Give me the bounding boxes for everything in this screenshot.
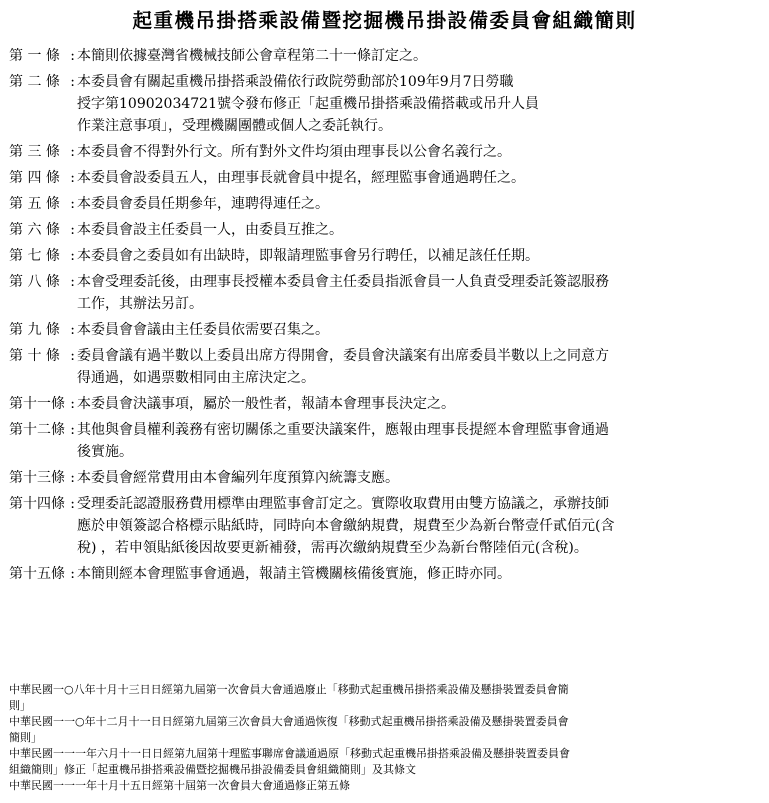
article-text-line: 本會受理委託後，由理事長授權本委員會主任委員指派會員一人負責受理委託簽認服務 — [77, 274, 609, 290]
article-colon: : — [70, 396, 75, 412]
article-text — [77, 71, 764, 137]
article-number: 第 三 條 — [9, 144, 60, 160]
article-text-line: 其他與會員權利義務有密切關係之重要決議案件，應報由理事長提經本會理監事會通過 — [77, 422, 609, 438]
article-number: 第十二條 — [9, 422, 65, 438]
amendment-history — [9, 682, 764, 794]
article-text — [77, 219, 764, 241]
article-colon: : — [70, 48, 75, 64]
article-number: 第 九 條 — [9, 322, 60, 338]
article-text — [77, 141, 764, 163]
article-text-line: 本委員會之委員如有出缺時，即報請理監事會另行聘任，以補足該任任期。 — [77, 248, 539, 264]
article-colon: : — [70, 496, 75, 512]
article-number: 第 二 條 — [9, 74, 60, 90]
article-text — [77, 271, 764, 315]
article-text — [77, 467, 764, 489]
article-text — [77, 245, 764, 267]
article-item — [9, 141, 764, 163]
article-item — [9, 345, 764, 389]
article-label — [9, 271, 77, 293]
article-label — [9, 167, 77, 189]
article-text-line: 本委員會有關起重機吊掛搭乘設備依行政院勞動部於109年9月7日勞職 — [77, 74, 514, 90]
article-text-line: 稅) ，若申領貼紙後因故要更新補發，需再次繳納規費至少為新台幣陸佰元(含稅)。 — [77, 540, 588, 556]
article-colon: : — [70, 322, 75, 338]
article-number: 第 四 條 — [9, 170, 60, 186]
article-text-line: 受理委託認證服務費用標準由理監事會訂定之。實際收取費用由雙方協議之，承辦技師 — [77, 496, 609, 512]
article-colon: : — [70, 248, 75, 264]
article-item — [9, 193, 764, 215]
article-text-line: 後實施。 — [77, 444, 133, 460]
article-text — [77, 393, 764, 415]
article-text — [77, 193, 764, 215]
article-text — [77, 419, 764, 463]
article-number: 第 八 條 — [9, 274, 60, 290]
article-item — [9, 319, 764, 341]
article-label — [9, 245, 77, 267]
article-number: 第 十 條 — [9, 348, 60, 364]
article-text-line: 本委員會經常費用由本會編列年度預算內統籌支應。 — [77, 470, 399, 486]
article-colon: : — [70, 422, 75, 438]
article-label — [9, 393, 77, 415]
article-item — [9, 419, 764, 463]
article-text — [77, 167, 764, 189]
article-number: 第十一條 — [9, 396, 65, 412]
article-label — [9, 45, 77, 67]
article-text — [77, 345, 764, 389]
article-text-line: 本委員會不得對外行文。所有對外文件均須由理事長以公會名義行之。 — [77, 144, 511, 160]
article-number: 第 七 條 — [9, 248, 60, 264]
article-number: 第十三條 — [9, 470, 65, 486]
article-text-line: 委員會議有過半數以上委員出席方得開會，委員會決議案有出席委員半數以上之同意方 — [77, 348, 609, 364]
article-text-line: 本簡則經本會理監事會通過，報請主管機關核備後實施，修正時亦同。 — [77, 566, 511, 582]
article-text-line: 本委員會設主任委員一人，由委員互推之。 — [77, 222, 343, 238]
history-entry — [9, 778, 764, 794]
history-entry — [9, 682, 764, 714]
article-label — [9, 345, 77, 367]
history-entry — [9, 714, 764, 746]
article-label — [9, 141, 77, 163]
article-text-line: 授字第10902034721號令發布修正「起重機吊掛搭乘設備搭載或吊升人員 — [77, 96, 539, 112]
article-text-line: 本委員會決議事項，屬於一般性者，報請本會理事長決定之。 — [77, 396, 455, 412]
history-text-line: 中華民國一一一年六月十一日日經第九屆第十理監事聯席會議通過原「移動式起重機吊掛搭乘設備及懸掛裝置委員會 — [9, 747, 570, 760]
article-text — [77, 319, 764, 341]
article-text-line: 本委員會會議由主任委員依需要召集之。 — [77, 322, 329, 338]
article-item — [9, 167, 764, 189]
article-label — [9, 319, 77, 341]
article-item — [9, 245, 764, 267]
document-title: 起重機吊掛搭乘設備暨挖掘機吊掛設備委員會組織簡則 — [132, 9, 637, 32]
article-item — [9, 393, 764, 415]
article-text-line: 應於申領簽認合格標示貼紙時，同時向本會繳納規費，規費至少為新台幣壹仟貳佰元(含 — [77, 518, 615, 534]
history-text-line: 中華民國一○八年十月十三日日經第九屆第一次會員大會通過廢止「移動式起重機吊掛搭乘設備及懸掛裝置委員會簡 — [9, 683, 569, 696]
history-text-line: 中華民國一一○年十二月十一日日經第九屆第三次會員大會通過恢復「移動式起重機吊掛搭乘設備及懸掛裝置委員會 — [9, 715, 569, 728]
history-text-line: 則」 — [9, 699, 31, 712]
article-colon: : — [70, 470, 75, 486]
article-item — [9, 467, 764, 489]
article-text-line: 工作，其辦法另訂。 — [77, 296, 203, 312]
article-colon: : — [70, 274, 75, 290]
article-label — [9, 493, 77, 515]
article-item — [9, 71, 764, 137]
article-label — [9, 71, 77, 93]
article-number: 第十五條 — [9, 566, 65, 582]
article-item — [9, 563, 764, 585]
article-label — [9, 419, 77, 441]
article-number: 第 五 條 — [9, 196, 60, 212]
history-text-line: 簡則」 — [9, 731, 42, 744]
article-text-line: 本委員會設委員五人，由理事長就會員中提名，經理監事會通過聘任之。 — [77, 170, 525, 186]
history-entry — [9, 746, 764, 778]
article-number: 第十四條 — [9, 496, 65, 512]
article-colon: : — [70, 196, 75, 212]
article-number: 第 六 條 — [9, 222, 60, 238]
article-number: 第 一 條 — [9, 48, 60, 64]
article-item — [9, 45, 764, 67]
article-colon: : — [70, 74, 75, 90]
article-text-line: 本委員會委員任期參年，連聘得連任之。 — [77, 196, 329, 212]
articles-list — [9, 45, 764, 589]
article-colon: : — [70, 170, 75, 186]
article-label — [9, 563, 77, 585]
article-text-line: 作業注意事項」，受理機關團體或個人之委託執行。 — [77, 118, 392, 134]
article-item — [9, 271, 764, 315]
article-colon: : — [70, 566, 75, 582]
article-item — [9, 219, 764, 241]
article-colon: : — [70, 348, 75, 364]
article-text — [77, 45, 764, 67]
article-text-line: 本簡則依據臺灣省機械技師公會章程第二十一條訂定之。 — [77, 48, 427, 64]
article-text — [77, 493, 764, 559]
history-text-line: 中華民國一一一年十月十五日經第十屆第一次會員大會通過修正第五條 — [9, 779, 350, 792]
article-label — [9, 193, 77, 215]
article-item — [9, 493, 764, 559]
article-colon: : — [70, 144, 75, 160]
article-colon: : — [70, 222, 75, 238]
article-text-line: 得通過，如遇票數相同由主席決定之。 — [77, 370, 315, 386]
article-label — [9, 219, 77, 241]
article-text — [77, 563, 764, 585]
history-text-line: 組織簡則」修正「起重機吊掛搭乘設備暨挖掘機吊掛設備委員會組織簡則」及其條文 — [9, 763, 416, 776]
article-label — [9, 467, 77, 489]
